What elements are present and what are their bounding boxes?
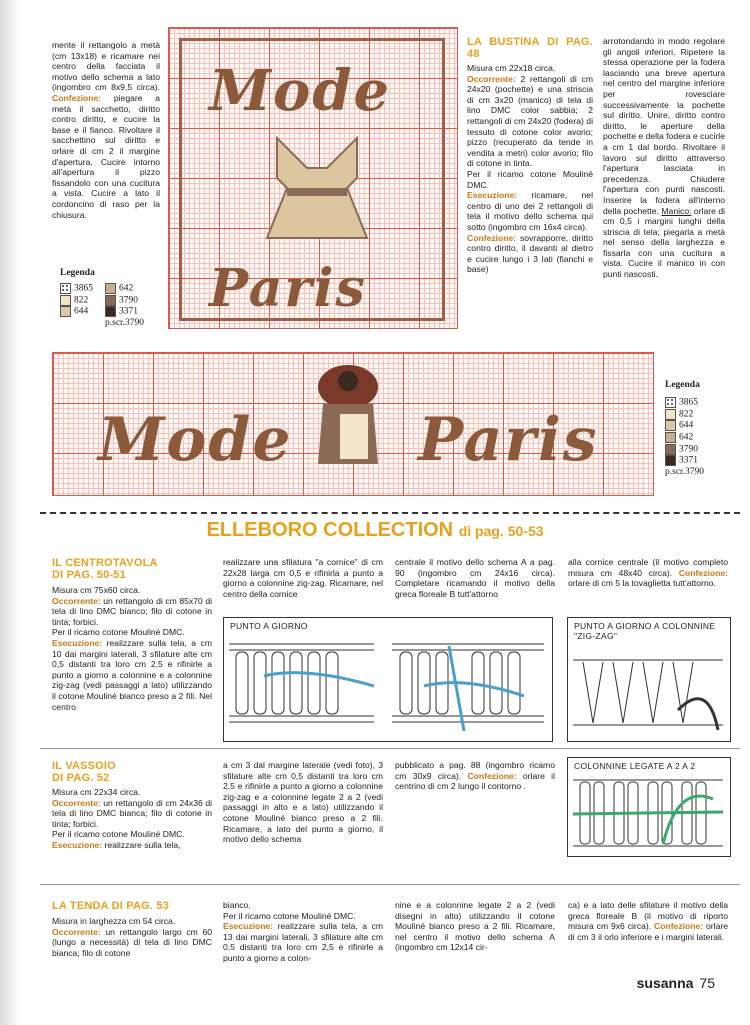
vassoio-text: pubblicato a pag. 88 (ingombro ricamo cm 30x9 circa). [395, 760, 555, 781]
centrotavola-column-3 [395, 557, 555, 599]
occorrente-text: un rettangolo largo cm 60 (lungo a necessità) di tela di lino DMC bianca; filo di cotone [52, 926, 212, 958]
centrotavola-column-4 [568, 557, 728, 589]
confezione-label: Confezione: [467, 232, 517, 243]
confezione-text: orlare di cm 5 la tovaglietta tutt'attorno. [568, 578, 716, 589]
confezione-label: Confezione: [52, 92, 102, 103]
cross-stitch-chart-top [168, 27, 458, 329]
page-gutter [0, 0, 22, 1025]
vassoio-column-1 [52, 760, 212, 851]
chart-text-mode: Mode [209, 58, 392, 124]
bustina-column-2 [603, 36, 725, 280]
swatch-icon [665, 455, 676, 466]
manico-text: orlare di cm 0,5 i margini lunghi della striscia di tela; piegarla a metà nel senso della larghezza e fissarla con una cucitura a vista. Cucire il manico in con punti nascosti. [603, 205, 726, 280]
bustina-column-1 [467, 36, 593, 275]
legend-item: 822 [74, 295, 89, 306]
tenda-size: Misura in larghezza cm 54 circa. [52, 916, 176, 926]
filo-text: Per il ricamo cotone Mouliné DMC. [223, 910, 356, 921]
vassoio-text: a cm 3 dal margine laterale (vedi foto), 3 sfilature alte cm 0,5 distanti tra loro cm 2,5 e rifinirle a punto a giorno a colonnine zig-zag e a colonnine legate 2 a 2 (vedi passaggi in alto e a lato) utilizzando il cotone Mouliné bianco preso a 2 fili. Ricamare, a lato del punto a giorno, il motivo dello schema [223, 760, 383, 845]
esecuzione-text: realizzare sulla tela, [104, 839, 181, 850]
centrotavola-column-1 [52, 557, 212, 712]
swatch-icon [105, 306, 116, 317]
needlework-diagram-icon [568, 774, 730, 854]
tenda-text: bianco. [223, 900, 251, 910]
dress-motif [257, 128, 377, 258]
legend-item: 3865 [679, 397, 698, 408]
confezione-label: Confezione: [467, 770, 517, 781]
dashed-divider [40, 512, 740, 514]
occorrente-text: un rettangolo di cm 85x70 di tela di lino DMC bianco; filo di cotone in tinta; forbici. [52, 595, 213, 627]
vassoio-column-2 [223, 760, 383, 845]
chart-text-paris: Paris [418, 405, 599, 475]
legend-wide [665, 380, 745, 478]
top-left-text [52, 40, 160, 220]
esecuzione-text: realizzare sulla tela, a cm 13 dai margini laterali, 3 sfilature alte cm 0,5 distanti tra loro cm 2,5 e rifinirle a punto a giorno a colon- [223, 921, 384, 963]
centrotavola-text: alla cornice centrale (il motivo completo misura cm 48x40 circa). [568, 557, 728, 578]
occorrente-label: Occorrente: [52, 797, 101, 808]
occorrente-label: Occorrente: [52, 926, 101, 937]
section-rule [40, 884, 740, 885]
confezione-label: Confezione: [653, 921, 704, 932]
occorrente-text: un rettangolo di cm 24x36 di tela di lino DMC bianca; filo di cotone in tinta; forbici. [52, 797, 213, 829]
occorrente-label: Occorrente: [52, 595, 101, 606]
filo-text: Per il ricamo cotone Mouliné DMC. [52, 627, 185, 638]
confezione-text: orlare il centrino di cm 2 lungo il contorno . [395, 770, 556, 792]
centrotavola-title: IL CENTROTAVOLA [52, 557, 158, 569]
chart-text-mode: Mode [98, 405, 293, 475]
swatch-icon [665, 397, 676, 408]
esecuzione-label: Esecuzione: [223, 921, 274, 932]
tenda-text: nine e a colonnine legate 2 a 2 (vedi disegni in alto) utilizzando il cotone Mouliné bianco preso a 2 fili. Ricamare, nel centro il motivo dello schema A (ingombro cm 12x14 cir- [395, 900, 555, 953]
occorrente-text: 2 rettangoli di cm 24x20 (pochette) e una striscia di cm 3x20 (manico) di tela di lino DMC color sabbia; 2 rettangoli di cm 24x20 (fodera) di tessuto di cotone color avorio; pizzo (recuperato da tende in vendita a metri) color avorio; filo di cotone in tinta. [467, 73, 593, 169]
chart-text-paris: Paris [209, 258, 367, 319]
magazine-name: susanna [636, 975, 694, 991]
legend-item: 822 [679, 409, 694, 420]
section-title [0, 519, 750, 542]
esecuzione-text: ricamare, nel centro di uno dei 2 rettangoli di tela il motivo dello schema qui sotto (ingombro cm 16x4 circa). [467, 190, 593, 232]
lady-motif [308, 359, 388, 469]
legend-item: 3790 [679, 444, 698, 455]
legend-item: 3371 [679, 456, 698, 467]
legend-item: 642 [119, 283, 134, 294]
confezione-label: Confezione: [678, 567, 729, 578]
section-rule [40, 748, 740, 749]
legend-item: 3790 [119, 295, 138, 306]
esecuzione-label: Esecuzione: [52, 839, 103, 850]
page-footer [637, 975, 715, 991]
occorrente-label: Occorrente: [467, 73, 516, 84]
legend-title: Legenda [60, 268, 95, 278]
tenda-column-1 [52, 900, 212, 958]
legend-title: Legenda [665, 380, 700, 390]
confezione-text: sovrapporre, diritto contro diritto, il davanti al dietro e cucire lungo i 3 lati (fianchi e base) [467, 232, 593, 275]
needlework-diagram-icon [224, 636, 552, 741]
swatch-icon [60, 283, 71, 294]
manico-label: Manico: [661, 205, 692, 216]
filo-text: Per il ricamo cotone Mouliné DMC. [52, 829, 185, 840]
bustina-size: Misura cm 22x18 circa. [467, 63, 556, 73]
bustina-title: LA BUSTINA DI PAG. 48 [467, 36, 593, 60]
swatch-icon [665, 409, 676, 420]
centrotavola-column-2 [223, 557, 383, 599]
swatch-icon [60, 306, 71, 317]
diagram-colonnine-legate [567, 757, 731, 857]
bustina-text: arrotondando in modo regolare gli angoli inferiori. Ripetere la stessa operazione per la fodera lasciando una breve apertura nel centro del margine inferiore per rovesciare successivamente la pochette sul diritto. Unire, diritto contro diritto, le aperture della pochette e della fodera e cucirle a cm 1 dal bordo. Rivoltare il lavoro sul diritto attraverso l'apertura lasciata in precedenza. Chiudere l'apertura con punti nascosti. Inserire la fodera all'interno della pochette. [603, 36, 725, 216]
vassoio-title: IL VASSOIO [52, 760, 116, 772]
swatch-icon [60, 295, 71, 306]
vassoio-column-3 [395, 760, 555, 792]
tenda-text: ca) e a lato delle sfilature il motivo della greca floreale B (il motivo di riporto misura cm 9x6 circa). [568, 900, 728, 932]
vassoio-ref: DI PAG. 52 [52, 772, 110, 784]
confezione-text: orlare di cm 3 il orlo inferiore e i margini laterali. [568, 921, 729, 942]
centrotavola-text: centrale il motivo dello schema A a pag. 90 (ingombro cm 24x16 circa). Completare ricamando il motivo della greca floreale B tutt'attorno [395, 557, 555, 599]
swatch-icon [665, 420, 676, 431]
legend-item: 644 [74, 307, 89, 318]
text-paragraph: mente il rettangolo a metà (cm 13x18) e ricamare nei centro della facciata il motivo dello schema a lato (ingombro cm 8x9,5 circa). [52, 40, 160, 93]
section-title-text: ELLEBORO COLLECTION [206, 519, 454, 541]
legend-item: 3371 [119, 307, 138, 318]
swatch-icon [105, 283, 116, 294]
esecuzione-text: realizzare sulla tela, a cm 10 dai margini laterali, 3 sfilature alte cm 0,5 distanti tra loro cm 2,5 e rifinirle a punto a giorno a colonnine e a colonnine zig-zag (vedi passaggi a lato) utilizzando il cotone Mouliné bianco preso a 2 fili. Nel centro [52, 637, 213, 712]
esecuzione-label: Esecuzione: [52, 637, 103, 648]
diagram-label: PUNTO A GIORNO A COLONNINE "ZIG-ZAG" [574, 621, 716, 641]
diagram-label: PUNTO A GIORNO [230, 621, 308, 631]
swatch-icon [105, 295, 116, 306]
section-ref: di pag. 50-53 [458, 523, 544, 539]
legend-item: p.scr.3790 [105, 318, 145, 329]
needlework-diagram-icon [568, 650, 730, 740]
legend-top [60, 268, 170, 329]
tenda-column-3 [395, 900, 555, 953]
diagram-punto-a-giorno [223, 617, 553, 742]
diagram-label: COLONNINE LEGATE A 2 A 2 [574, 761, 696, 771]
vassoio-size: Misura cm 22x34 circa. [52, 787, 141, 797]
esecuzione-label: Esecuzione: [467, 190, 518, 201]
centrotavola-text: realizzare una sfilatura "a cornice" di cm 22x28 larga cm 0,5 e rifinirla a punto a giorno a colonnine zig-zag. Ricamare, nel centro della cornice [223, 557, 383, 599]
legend-item: 3865 [74, 283, 93, 294]
filo-text: Per il ricamo cotone Mouliné DMC. [467, 168, 593, 190]
centrotavola-ref: DI PAG. 50-51 [52, 569, 126, 581]
centrotavola-size: Misura cm 75x60 circa. [52, 585, 141, 595]
tenda-column-4 [568, 900, 728, 942]
tenda-column-2 [223, 900, 383, 964]
diagram-zig-zag [567, 617, 731, 742]
text-paragraph: piegare a metà il sacchetto, diritto contro diritto, e cucire la base e il fianco. Rivoltare il sacchettino sul diritto e orlare di cm 2 il margine d'apertura. Cucire intorno all'apertura il pizzo fissandolo con una cucitura a vista. Cucire a lato il cordoncino di raso per la chiusura. [52, 92, 160, 220]
cross-stitch-chart-wide [52, 352, 654, 496]
legend-item: 642 [679, 432, 694, 443]
legend-item: p.scr.3790 [665, 467, 705, 478]
tenda-title: LA TENDA DI PAG. 53 [52, 900, 170, 912]
swatch-icon [665, 444, 676, 455]
legend-item: 644 [679, 421, 694, 432]
swatch-icon [665, 432, 676, 443]
page-number: 75 [699, 975, 715, 991]
